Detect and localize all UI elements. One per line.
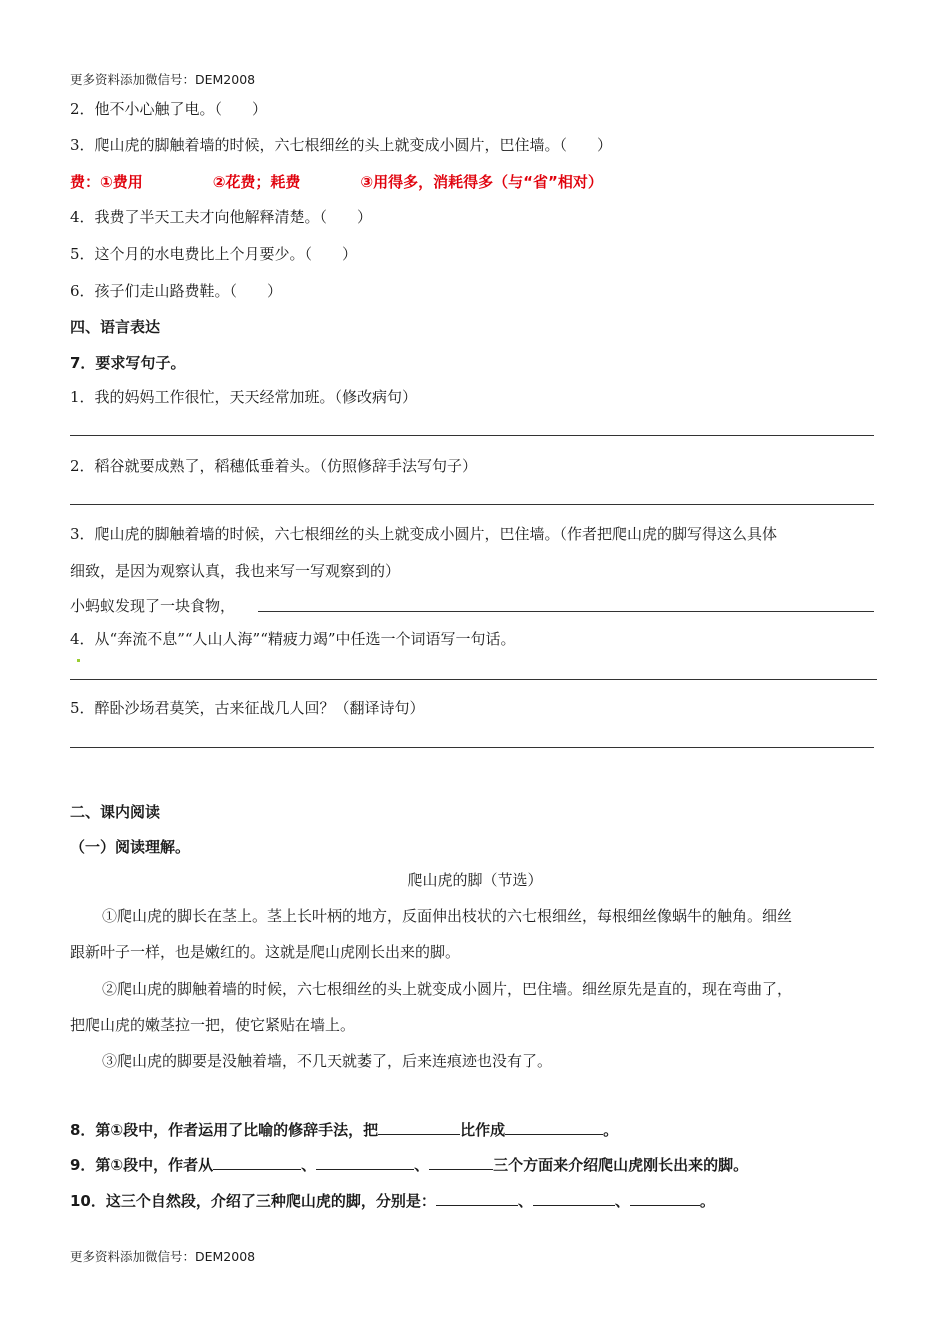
- passage-p2-line1: ②爬山虎的脚触着墙的时候，六七根细丝的头上就变成小圆片，巴住墙。细丝原先是直的，现在弯曲了，: [102, 980, 793, 998]
- blank-10-3[interactable]: [630, 1190, 700, 1206]
- sentence-task-2: 2．稻谷就要成熟了，稻穗低垂着头。（仿照修辞手法写句子）: [70, 457, 478, 475]
- question-8: [70, 1119, 618, 1140]
- section-title-reading: 二、课内阅读: [70, 803, 161, 821]
- question-9: [70, 1154, 748, 1175]
- green-mark: [77, 659, 80, 662]
- question-7-title: 7．要求写句子。: [70, 354, 186, 372]
- header-note: 更多资料添加微信号：DEM2008: [70, 72, 256, 87]
- fei-meanings: [70, 172, 603, 192]
- blank-10-2[interactable]: [533, 1190, 615, 1206]
- blank-8-1[interactable]: [378, 1119, 460, 1135]
- answer-line-1[interactable]: [70, 435, 874, 436]
- sentence-task-3-line2: 细致，是因为观察认真，我也来写一写观察到的）: [70, 562, 401, 580]
- question-10: [70, 1190, 715, 1211]
- sentence-task-3-line1: 3．爬山虎的脚触着墙的时候，六七根细丝的头上就变成小圆片，巴住墙。（作者把爬山虎的脚写得这么具体: [70, 525, 778, 543]
- question-8-text-b: 比作成: [460, 1121, 506, 1139]
- question-9-text-b: 三个方面来介绍爬山虎刚长出来的脚。: [493, 1156, 749, 1174]
- question-9-text-a: 9．第①段中，作者从: [70, 1156, 214, 1174]
- section-title-language: 四、语言表达: [70, 318, 161, 336]
- answer-line-2[interactable]: [70, 504, 874, 505]
- question-10-end: 。: [699, 1192, 715, 1210]
- question-8-text-a: 8．第①段中，作者运用了比喻的修辞手法，把: [70, 1121, 379, 1139]
- question-item-6: 6．孩子们走山路费鞋。（ ）: [70, 282, 283, 300]
- sentence-task-3-prompt: 小蚂蚁发现了一块食物，: [70, 597, 236, 615]
- sentence-task-4: 4．从“奔流不息”“人山人海”“精疲力竭”中任选一个词语写一句话。: [70, 630, 516, 648]
- question-10-sep-2: 、: [614, 1192, 630, 1210]
- blank-8-2[interactable]: [505, 1119, 603, 1135]
- answer-line-4[interactable]: [70, 679, 877, 680]
- sentence-task-1: 1．我的妈妈工作很忙，天天经常加班。（修改病句）: [70, 388, 418, 406]
- fei-meaning-3: ③用得多，消耗得多（与“省”相对）: [360, 173, 603, 191]
- answer-line-3[interactable]: [258, 611, 874, 612]
- answer-line-5[interactable]: [70, 747, 874, 748]
- sentence-task-5: 5．醉卧沙场君莫笑，古来征战几人回？（翻译诗句）: [70, 699, 425, 717]
- passage-p2-line2: 把爬山虎的嫩茎拉一把，使它紧贴在墙上。: [70, 1016, 356, 1034]
- blank-9-3[interactable]: [429, 1154, 493, 1170]
- question-8-text-c: 。: [603, 1121, 619, 1139]
- footer-note: 更多资料添加微信号：DEM2008: [70, 1249, 256, 1264]
- question-item-5: 5．这个月的水电费比上个月要少。（ ）: [70, 245, 358, 263]
- passage-p3: ③爬山虎的脚要是没触着墙，不几天就萎了，后来连痕迹也没有了。: [102, 1052, 553, 1070]
- question-10-text-a: 10．这三个自然段，介绍了三种爬山虎的脚，分别是：: [70, 1192, 436, 1210]
- passage-title: 爬山虎的脚（节选）: [407, 871, 543, 889]
- blank-9-1[interactable]: [213, 1154, 301, 1170]
- fei-meaning-1: 费：①费用: [70, 173, 143, 191]
- question-item-3: 3．爬山虎的脚触着墙的时候，六七根细丝的头上就变成小圆片，巴住墙。（ ）: [70, 136, 613, 154]
- question-9-sep-2: 、: [414, 1156, 430, 1174]
- question-item-2: 2．他不小心触了电。（ ）: [70, 100, 268, 118]
- reading-subtitle: （一）阅读理解。: [70, 838, 191, 856]
- fei-meaning-2: ②花费；耗费: [212, 173, 301, 191]
- blank-10-1[interactable]: [436, 1190, 518, 1206]
- question-9-sep-1: 、: [301, 1156, 317, 1174]
- question-10-sep-1: 、: [517, 1192, 533, 1210]
- blank-9-2[interactable]: [316, 1154, 414, 1170]
- passage-p1-line2: 跟新叶子一样，也是嫩红的。这就是爬山虎刚长出来的脚。: [70, 943, 461, 961]
- passage-p1-line1: ①爬山虎的脚长在茎上。茎上长叶柄的地方，反面伸出枝状的六七根细丝，每根细丝像蜗牛的触角。细丝: [102, 907, 793, 925]
- question-item-4: 4．我费了半天工夫才向他解释清楚。（ ）: [70, 208, 373, 226]
